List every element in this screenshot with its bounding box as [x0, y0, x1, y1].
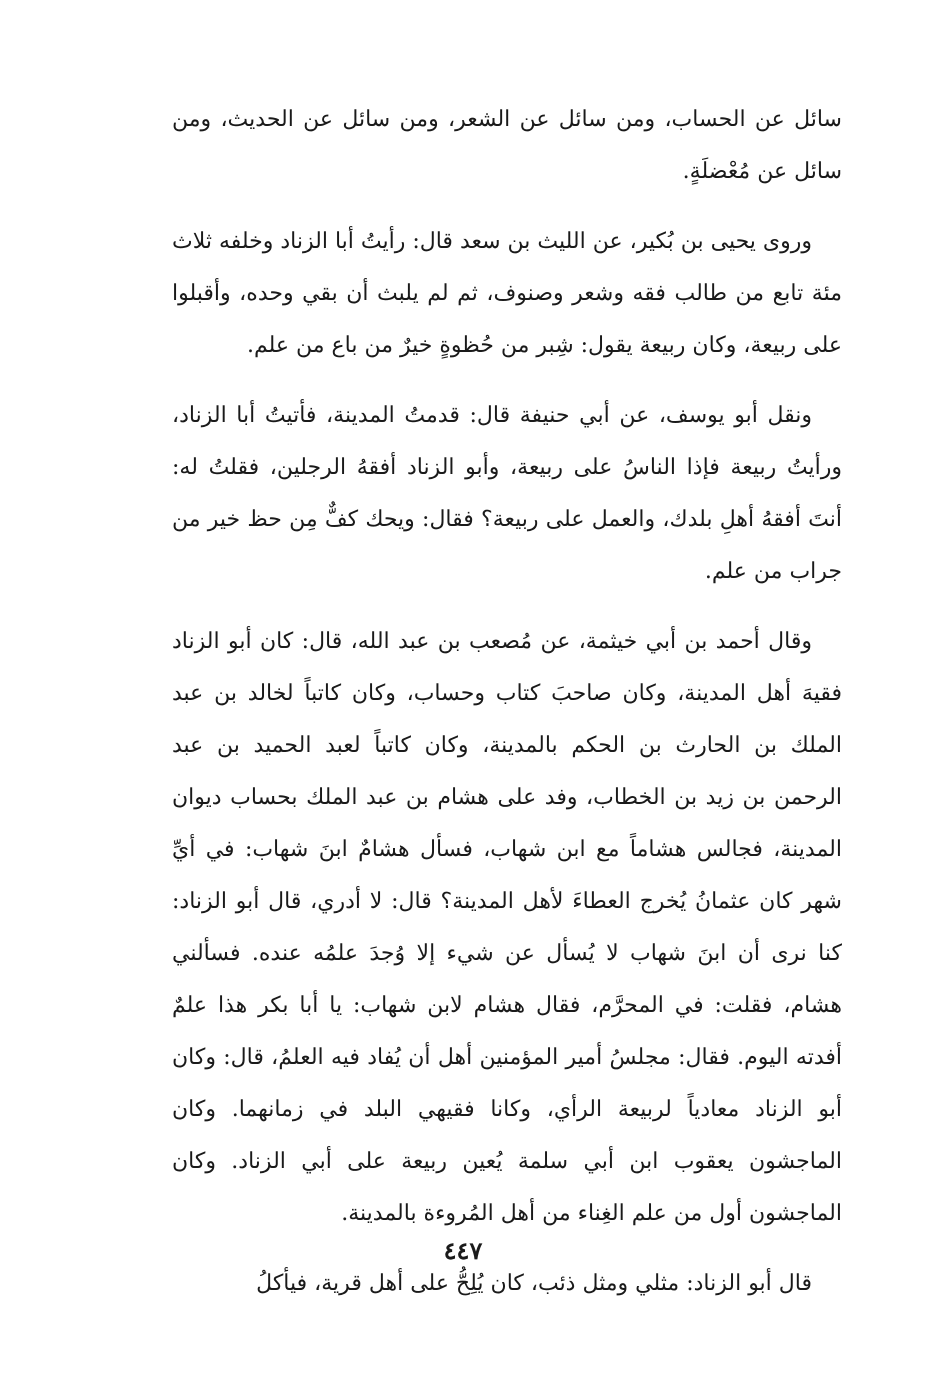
paragraph-3: ونقل أبو يوسف، عن أبي حنيفة قال: قدمتُ المدينة، فأتيتُ أبا الزناد، ورأيتُ ربيعة فإذا الناسُ على ربيعة، وأبو الزناد أفقهُ الرجلين، فقلتُ له: أنتَ أفقهُ أهلِ بلدك، والعمل على ربيعة؟ فقال: ويحك كفٌّ مِن حظ خير من جراب من علم.	[172, 403, 842, 584]
paragraph-1: سائل عن الحساب، ومن سائل عن الشعر، ومن سائل عن الحديث، ومن سائل عن مُعْضلَةٍ.	[172, 107, 842, 184]
paragraph-2: وروى يحيى بن بُكير، عن الليث بن سعد قال: رأيتُ أبا الزناد وخلفه ثلاث مئة تابع من طالب فقه وشعر وصنوف، ثم لم يلبث أن بقي وحده، وأقبلوا على ربيعة، وكان ربيعة يقول: شِبر من حُظوةٍ خيرٌ من باع من علم.	[172, 229, 842, 358]
paragraph-4: وقال أحمد بن أبي خيثمة، عن مُصعب بن عبد الله، قال: كان أبو الزناد فقيهَ أهل المدينة، وكان صاحبَ كتاب وحساب، وكان كاتباً لخالد بن عبد الملك بن الحارث بن الحكم بالمدينة، وكان كاتباً لعبد الحميد بن عبد الرحمن بن زيد بن الخطاب، وفد على هشام بن عبد الملك بحساب ديوان المدينة، فجالس هشاماً مع ابن شهاب، فسأل هشامٌ ابنَ شهاب: في أيِّ شهر كان عثمانُ يُخرج العطاءَ لأهل المدينة؟ قال: لا أدري، قال أبو الزناد: كنا نرى أن ابنَ شهاب لا يُسأل عن شيء إلا وُجدَ علمُه عنده. فسألني هشام، فقلت: في المحرَّم، فقال هشام لابن شهاب: يا أبا بكر هذا علمٌ أفدته اليوم. فقال: مجلسُ أمير المؤمنين أهل أن يُفاد فيه العلمُ، قال: وكان أبو الزناد معادياً لربيعة الرأي، وكانا فقيهي البلد في زمانهما. وكان الماجشون يعقوب ابن أبي سلمة يُعين ربيعة على أبي الزناد. وكان الماجشون أول من علم الغِناء من أهل المُروءة بالمدينة.	[172, 629, 842, 1226]
page-body-text	[172, 94, 842, 1328]
paragraph-5: قال أبو الزناد: مثلي ومثل ذئب، كان يُلِحُّ على أهل قرية، فيأكلُ	[256, 1271, 812, 1296]
page-number: ٤٤٧	[443, 1236, 483, 1265]
